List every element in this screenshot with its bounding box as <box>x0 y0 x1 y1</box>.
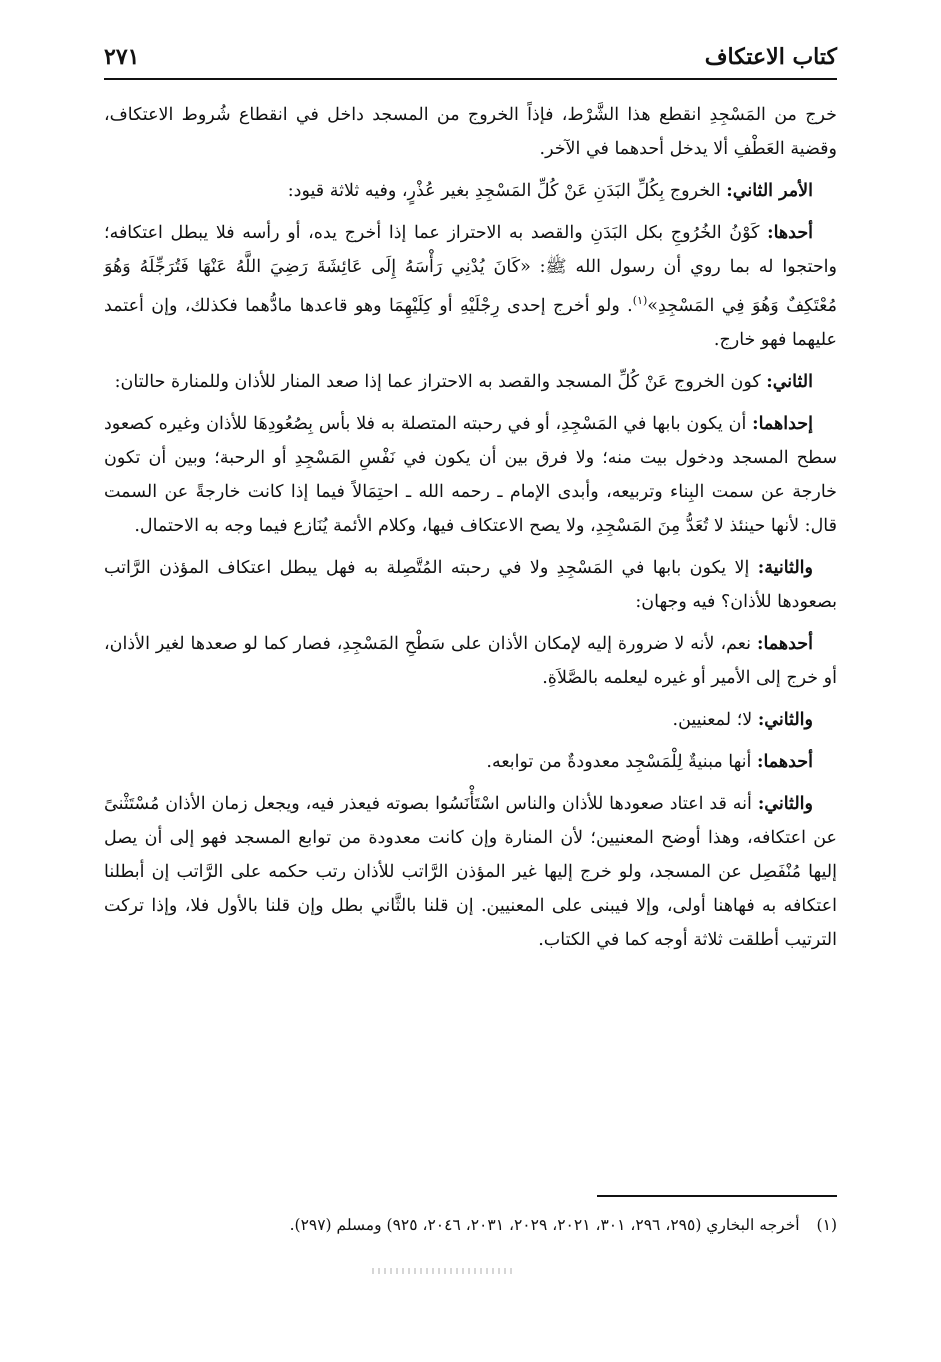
paragraph-text: خرج من المَسْجِدِ انقطع هذا الشَّرْط، فإذاً الخروج من المسجد داخل في انقطاع شُروط الاعتكاف، وقضية العَطْفِ ألا يدخل أحدهما في الآخر. <box>104 105 837 159</box>
paragraph-lead: أحدها: <box>767 223 813 243</box>
paragraph-text: أنه قد اعتاد صعودها للأذان والناس اسْتَأْنَسُوا بصوته فيعذر فيه، ويجعل زمان الأذان مُسْتَثْنىً عن اعتكافه، وهذا أوضح المعنيين؛ لأن المنارة وإن كانت معدودة من توابع المسجد فهو إلى أن يصل إليها مُنْفَصِل عن المسجد، ولو خرج إليها غير المؤذن الرَّاتب للأذان رتب حكمه على الرَّاتب إن أبطلنا اعتكافه به فهاهنا أولى، وإلا فيبنى على المعنيين. إن قلنا بالثَّاني بطل وإن قلنا بالأول فلا، وإذا تركت الترتيب أطلقت ثلاثة أوجه كما في الكتاب. <box>104 793 837 950</box>
paragraph-lead: أحدهما: <box>756 633 813 654</box>
paragraph-text: لا؛ لمعنيين. <box>672 709 758 730</box>
paragraph <box>104 703 837 737</box>
paragraph-text: أن يكون بابها في المَسْجِدِ، أو في رحبته المتصلة به فلا بأس بِصُعُودِهَا للأذان وغيره كصعود سطح المسجد ودخول بيت منه؛ ولا فرق بين أن يكون في نَفْسِ المَسْجِدِ أو الرحبة؛ وبين أن تكون خارجة عن سمت البِناء وتربيعه، وأبدى الإمام ـ رحمه الله ـ احتِمَالاً فيما إذا كانت خارجةً عن السمت قال: لأنها حينئذ لا تُعَدُّ مِنَ المَسْجِدِ، ولا يصح الاعتكاف فيها، وكلام الأئمة يُنَازع فيما وجه به الاحتمال. <box>104 413 837 536</box>
paragraph-text-after: . ولو أخرج إحدى رِجْلَيْهِ أو كِلَيْهِمَا وهو قاعدها مادُّهما فكذلك، وإن أعتمد عليهما فهو خارج. <box>104 295 837 350</box>
paragraph-lead: والثاني: <box>757 709 813 730</box>
paragraph <box>104 174 837 208</box>
paragraph-lead: والثانية: <box>757 557 813 578</box>
paragraph <box>104 407 837 543</box>
footnote-number: (١) <box>816 1216 837 1234</box>
paragraph-lead: الأمر الثاني: <box>726 181 813 201</box>
paragraph-lead: إحداهما: <box>752 413 813 434</box>
paragraph-lead: الثاني: <box>766 371 813 392</box>
main-text <box>104 98 837 965</box>
paragraph-text: أنها مبنيةٌ لِلْمَسْجِد معدودةٌ من توابعه. <box>486 751 757 772</box>
paragraph <box>104 365 837 399</box>
page-number: ٢٧١ <box>104 44 140 70</box>
footnote <box>104 1210 837 1240</box>
footnote-ref: (١) <box>632 294 648 307</box>
footnote-text: أخرجه البخاري (٢٩٥، ٢٩٦، ٣٠١، ٢٠٢١، ٢٠٢٩، ٢٠٣١، ٢٠٤٦، ٩٢٥) ومسلم (٢٩٧). <box>289 1216 800 1234</box>
paragraph-lead: والثاني: <box>757 793 813 814</box>
paragraph <box>104 627 837 695</box>
paragraph <box>104 745 837 779</box>
paragraph-text: نعم، لأنه لا ضرورة إليه لإمكان الأذان على سَطْحِ المَسْجِدِ، فصار كما لو صعدها لغير الأذان، أو خرج إلى الأمير أو غيره ليعلمه بالصَّلاَةِ. <box>104 633 837 688</box>
page-header <box>104 40 837 80</box>
paragraph-text: الخروج بِكُلِّ البَدَنِ عَنْ كُلِّ المَسْجِدِ بغير عُذْرٍ، وفيه ثلاثة قيود: <box>287 181 727 201</box>
paragraph-text: كون الخروج عَنْ كُلِّ المسجد والقصد به الاحتراز عما إذا صعد المنار للأذان وللمنارة حالتان: <box>114 371 767 392</box>
paragraph <box>104 787 837 957</box>
running-title: كتاب الاعتكاف <box>704 44 837 70</box>
paragraph <box>104 98 837 166</box>
paragraph-lead: أحدهما: <box>756 751 813 772</box>
paragraph <box>104 551 837 619</box>
footnote-divider <box>597 1195 837 1197</box>
scan-artifact <box>372 1268 512 1274</box>
paragraph-text: كَوْنُ الخُرُوجِ بكل البَدَنِ والقصد به الاحتراز عما إذا أخرج يده، أو رأسه فلا يبطل اعتكافه؛ واحتجوا له بما روي أن رسول الله ﷺ: «كَانَ يُدْنِي رَأْسَهُ إِلَى عَائِشَةَ رَضِيَ اللَّهُ عَنْهَا فَتُرَجِّلَهُ وَهُوَ مُعْتَكِفٌ وَهُوَ فِي المَسْجِدِ» <box>104 223 837 316</box>
paragraph <box>104 216 837 357</box>
paragraph-text: إلا يكون بابها في المَسْجِدِ ولا في رحبته المُتَّصِلة به فهل يبطل اعتكاف المؤذن الرَّاتب بصعودها للأذان؟ فيه وجهان: <box>104 557 837 612</box>
